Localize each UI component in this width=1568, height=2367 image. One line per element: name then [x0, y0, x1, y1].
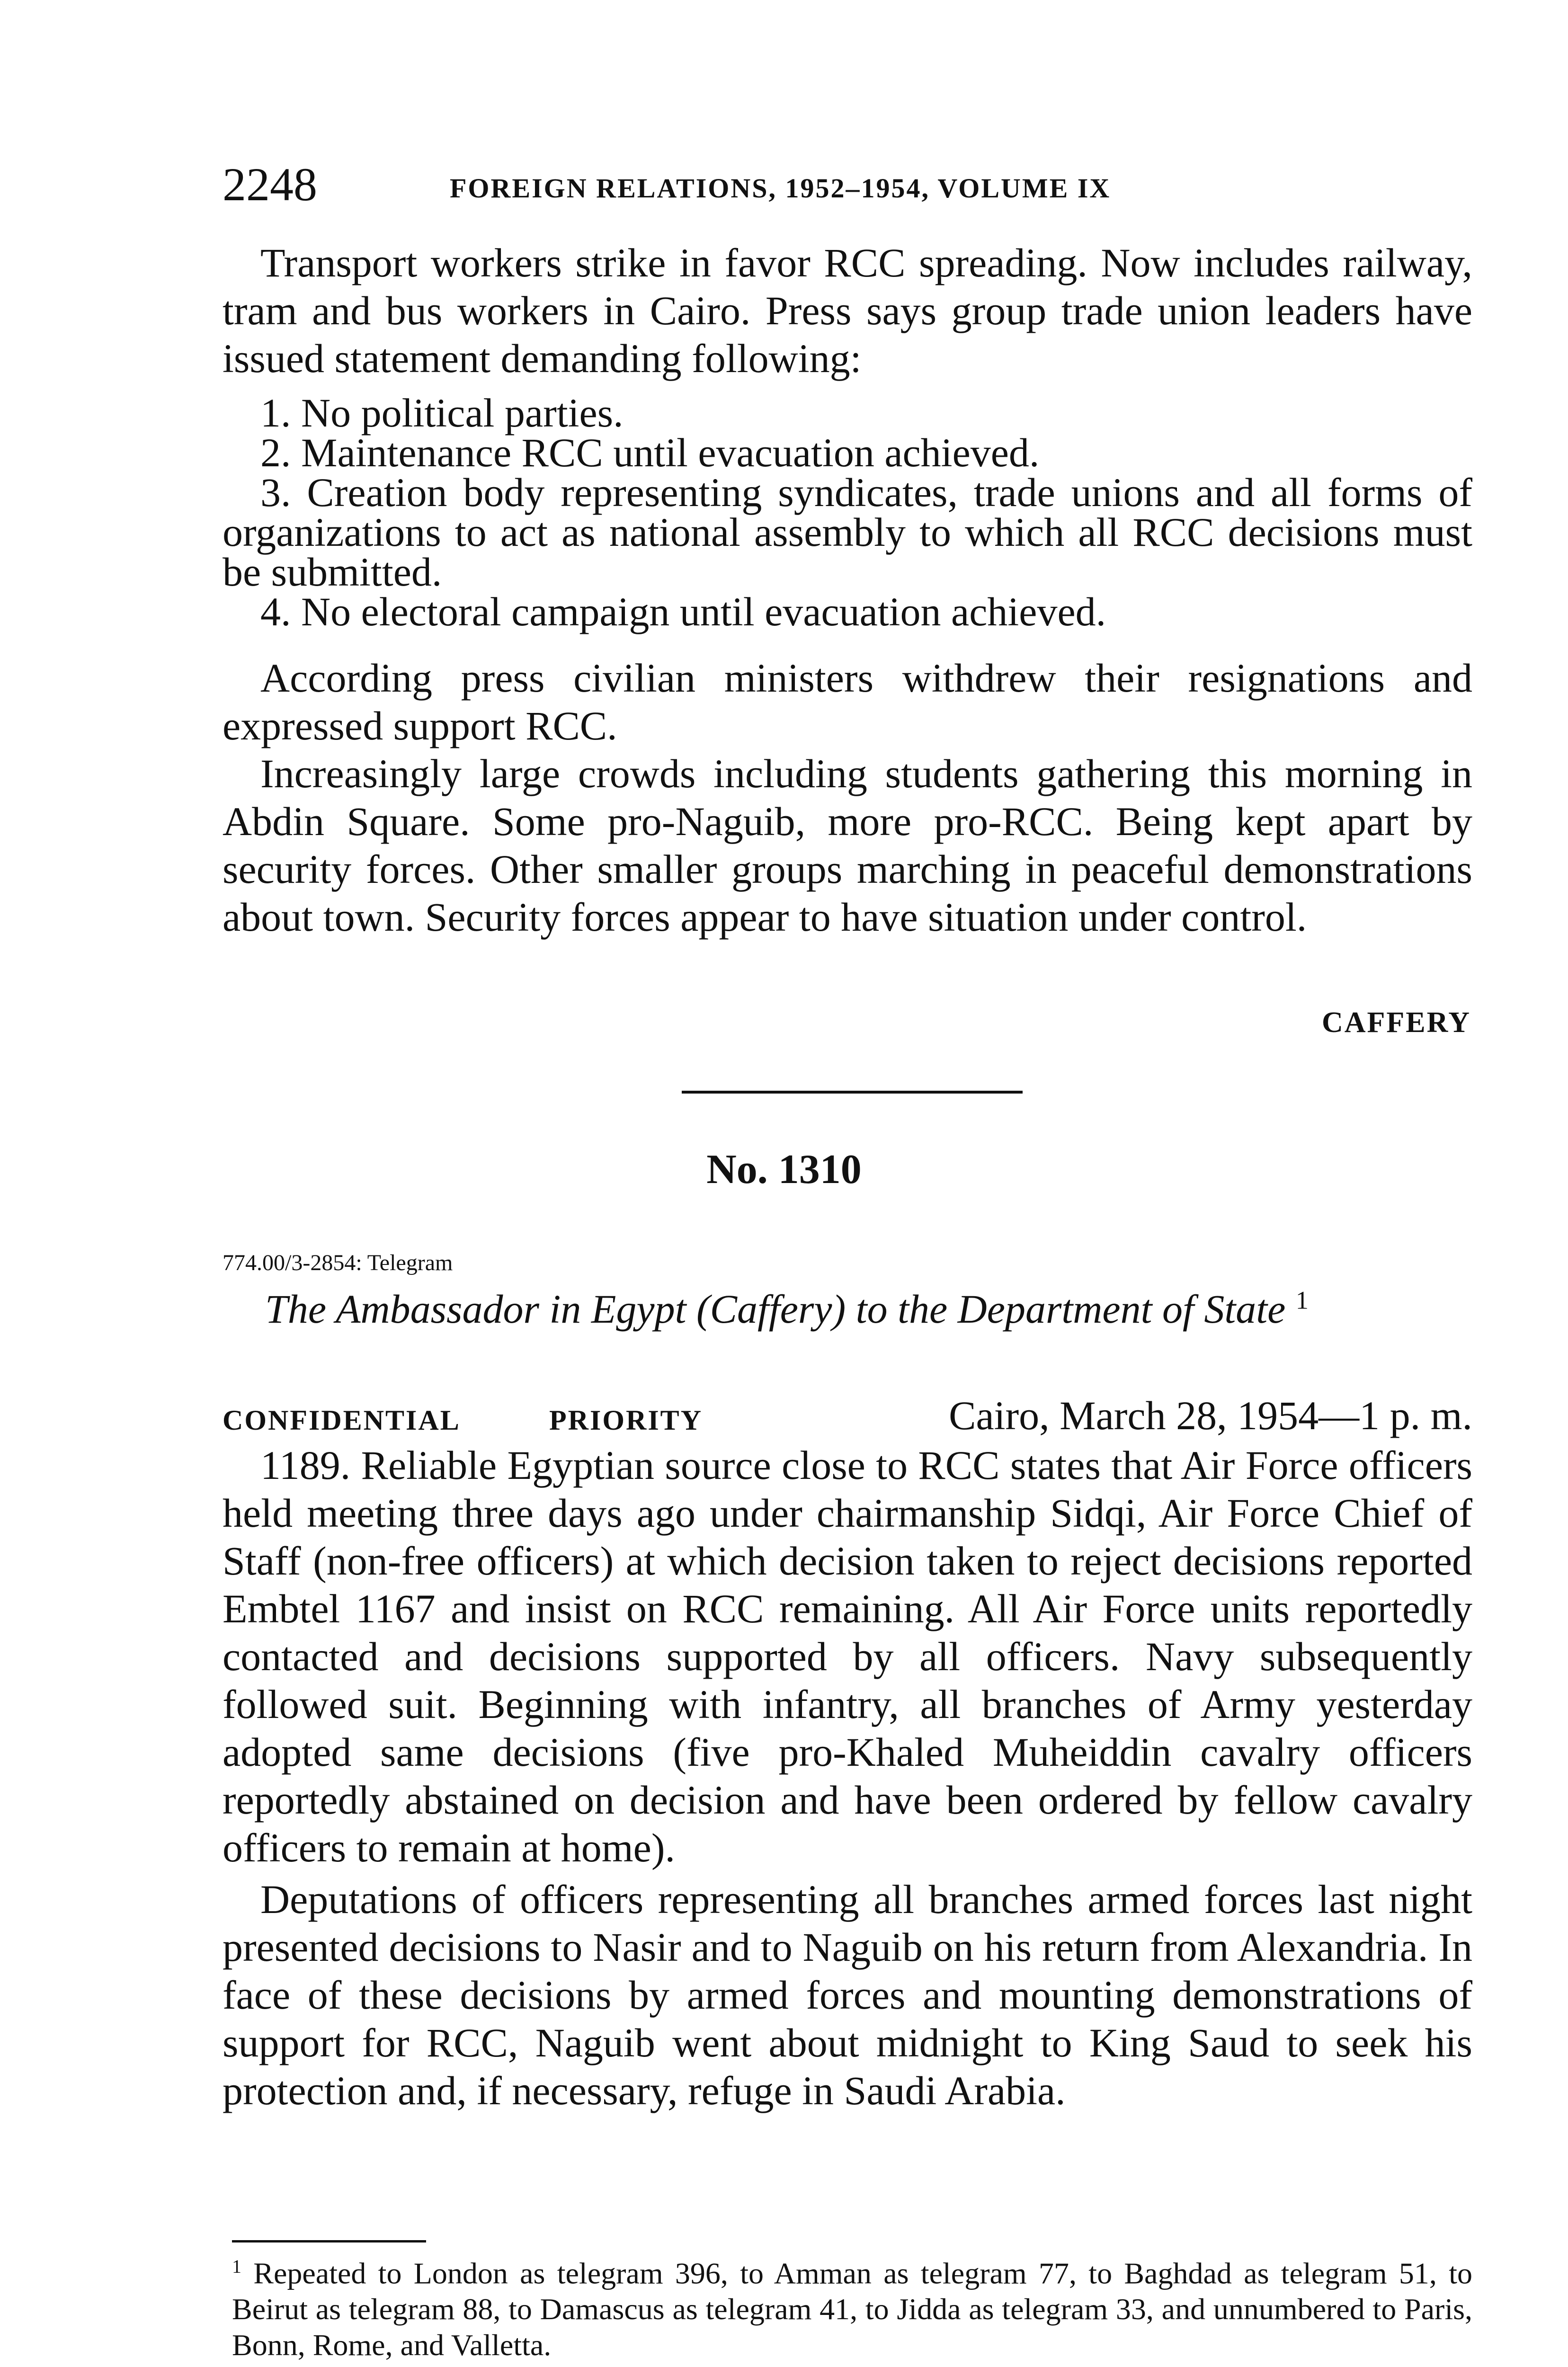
footnote-divider [232, 2240, 426, 2242]
file-reference: 774.00/3-2854: Telegram [223, 1250, 453, 1275]
document-title-text: The Ambassador in Egypt (Caffery) to the Department of State [265, 1286, 1286, 1332]
footnote-reference: 1 [1295, 1286, 1309, 1315]
date-place: Cairo, March 28, 1954—1 p. m. [949, 1393, 1472, 1438]
document-title [265, 1285, 1309, 1333]
document-number: No. 1310 [706, 1147, 862, 1192]
priority-label: PRIORITY [549, 1405, 703, 1436]
body-paragraph: According press civilian ministers withdrew their resignations and expressed support RCC. [223, 655, 1472, 748]
demands-list [223, 390, 1472, 634]
list-item: 4. No electoral campaign until evacuation achieved. [260, 589, 1106, 634]
body-paragraph: 1189. Reliable Egyptian source close to RCC states that Air Force officers held meeting three days ago under chairmanship Sidqi, Air Force Chief of Staff (non-free officers) at which decision taken to reject decisions reported Embtel 1167 and insist on RCC remaining. All Air Force units reportedly contacted and decisions supported by all officers. Navy subsequently followed suit. Beginning with infantry, all branches of Army yesterday adopted same decisions (five pro-Khaled Muheiddin cavalry officers reportedly abstained on decision and have been ordered by fellow cavalry officers to remain at home). [223, 1442, 1472, 1870]
signature: CAFFERY [1321, 1006, 1471, 1039]
body-paragraph: Deputations of officers representing all branches armed forces last night presented decisions to Nasir and to Naguib on his return from Alexandria. In face of these decisions by armed forces and mounting demonstrations of support for RCC, Naguib went about midnight to King Saud to seek his protection and, if necessary, refuge in Saudi Arabia. [223, 1877, 1472, 2113]
list-item: 3. Creation body representing syndicates, trade unions and all forms of organizations to act as national assembly to which all RCC decisions must be submitted. [223, 470, 1472, 595]
classification-label: CONFIDENTIAL [223, 1405, 461, 1436]
footnote-marker: 1 [232, 2256, 241, 2277]
footnote [232, 2249, 1472, 2363]
page-number: 2248 [223, 158, 317, 211]
list-item: 1. No political parties. [260, 390, 624, 436]
previous-telegram-body [223, 239, 1472, 941]
footnote-text: Repeated to London as telegram 396, to Amman as telegram 77, to Baghdad as telegram 51, to Beirut as telegram 88, to Damascus as telegram 41, to Jidda as telegram 33, and unnumbered to Paris, Bonn, Rome, and Valletta. [232, 2256, 1473, 2362]
page-header [223, 156, 1477, 218]
section-divider [682, 1091, 1023, 1094]
intro-paragraph: Transport workers strike in favor RCC spreading. Now includes railway, tram and bus workers in Cairo. Press says group trade union leaders have issued statement demanding following: [223, 240, 1472, 381]
list-item: 2. Maintenance RCC until evacuation achieved. [260, 430, 1040, 475]
running-head: FOREIGN RELATIONS, 1952–1954, VOLUME IX [450, 173, 1111, 204]
dateline [223, 1392, 1472, 1449]
body-paragraph: Increasingly large crowds including students gathering this morning in Abdin Square. Some pro-Naguib, more pro-RCC. Being kept apart by security forces. Other smaller groups marching in peaceful demonstrations about town. Security forces appear to have situation under control. [223, 751, 1472, 940]
telegram-body [223, 1442, 1472, 2115]
